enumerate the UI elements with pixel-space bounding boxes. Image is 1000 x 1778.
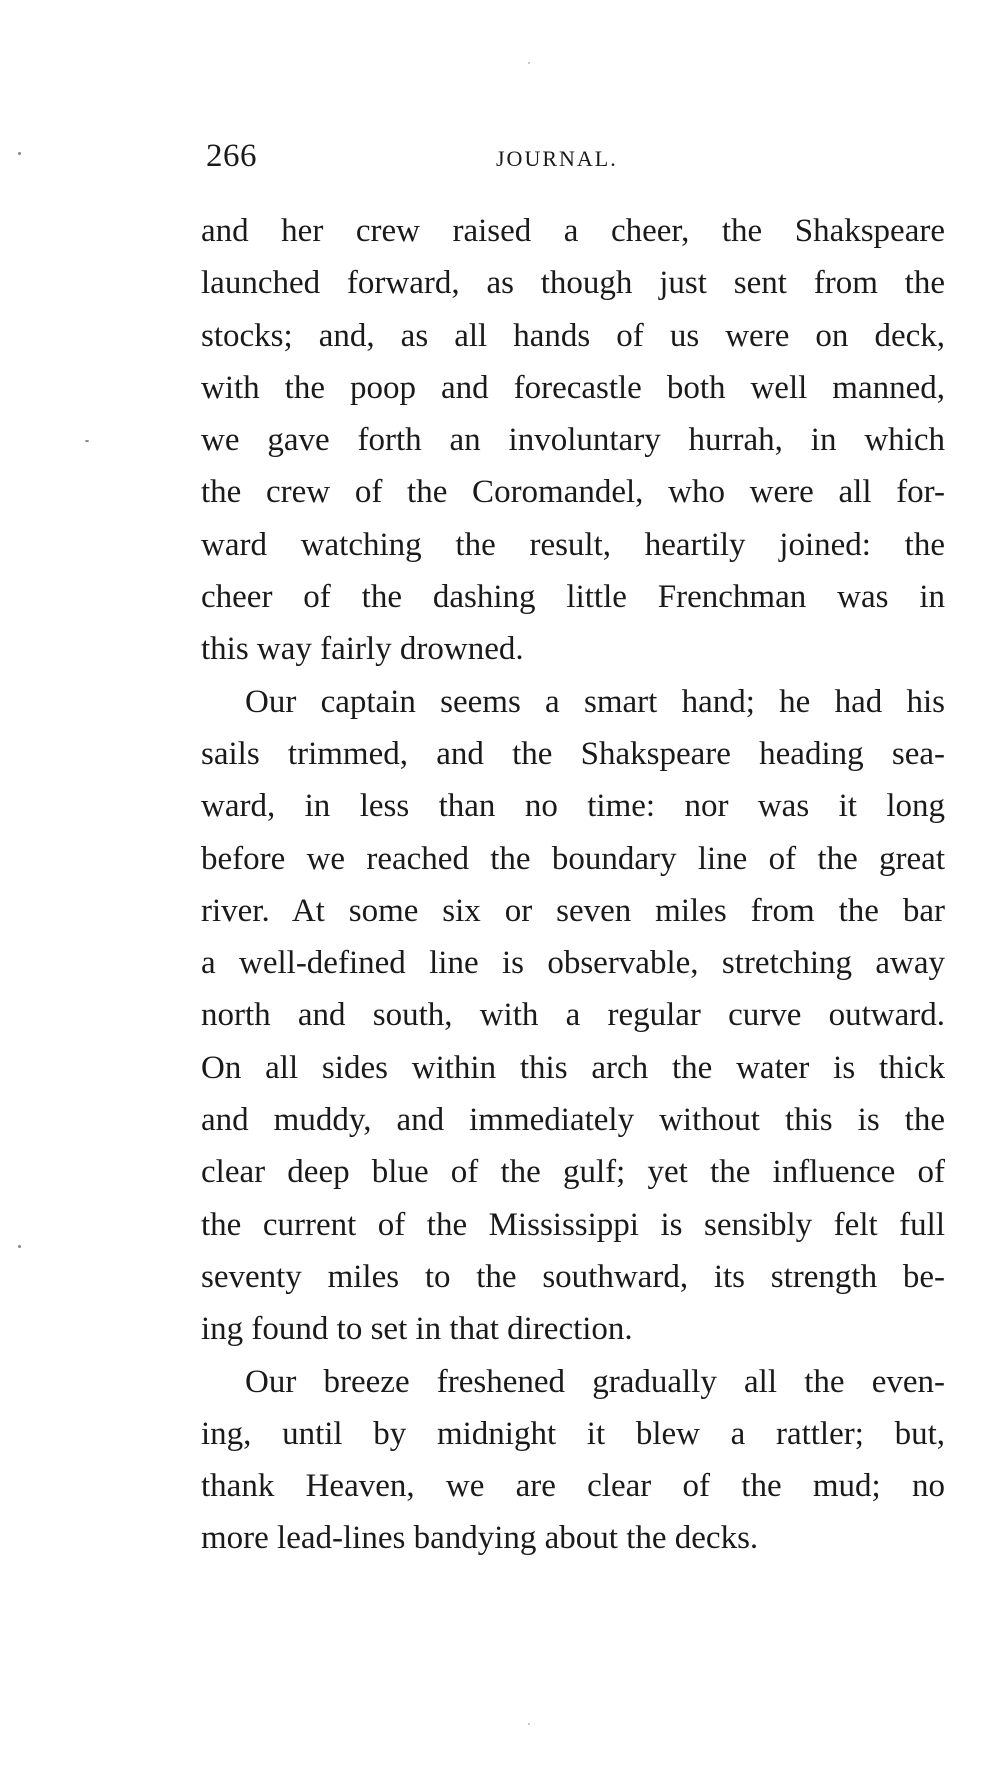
text-line: ward watching the result, heartily joined: the bbox=[201, 526, 945, 563]
text-line: with the poop and forecastle both well manned, bbox=[201, 369, 945, 406]
text-line: river. At some six or seven miles from the bar bbox=[201, 892, 945, 929]
paragraph-3 bbox=[201, 1356, 945, 1565]
text-line: Our breeze freshened gradually all the even- bbox=[245, 1363, 945, 1400]
page-number: 266 bbox=[206, 138, 257, 174]
text-line: and muddy, and immediately without this is the bbox=[201, 1102, 945, 1139]
text-line: sails trimmed, and the Shakspeare heading sea- bbox=[201, 735, 945, 772]
text-line: On all sides within this arch the water is thick bbox=[201, 1049, 945, 1086]
text-line: north and south, with a regular curve outward. bbox=[201, 997, 945, 1034]
running-title: JOURNAL. bbox=[496, 146, 618, 171]
text-line: ing, until by midnight it blew a rattler; but, bbox=[201, 1415, 945, 1452]
paper-speck bbox=[18, 1245, 21, 1248]
text-line: and her crew raised a cheer, the Shakspeare bbox=[201, 213, 945, 249]
text-line: ing found to set in that direction. bbox=[201, 1311, 633, 1348]
text-line: the current of the Mississippi is sensibly felt full bbox=[201, 1206, 945, 1243]
paragraph-2 bbox=[201, 676, 945, 1356]
paragraph-1 bbox=[201, 205, 945, 676]
running-head bbox=[206, 138, 946, 188]
text-line: cheer of the dashing little Frenchman was in bbox=[201, 579, 945, 616]
paper-speck bbox=[85, 440, 89, 442]
text-line: more lead-lines bandying about the decks. bbox=[201, 1520, 759, 1557]
text-line: a well-defined line is observable, stretching away bbox=[201, 945, 945, 982]
paper-speck bbox=[528, 1723, 530, 1725]
text-line: clear deep blue of the gulf; yet the influence of bbox=[201, 1154, 945, 1191]
text-line: ward, in less than no time: nor was it long bbox=[201, 788, 945, 825]
text-line: seventy miles to the southward, its strength be- bbox=[201, 1258, 945, 1295]
text-line: thank Heaven, we are clear of the mud; no bbox=[201, 1468, 945, 1505]
paper-speck bbox=[528, 62, 530, 64]
text-line: stocks; and, as all hands of us were on deck, bbox=[201, 317, 945, 354]
text-line: Our captain seems a smart hand; he had his bbox=[245, 683, 945, 720]
text-line: the crew of the Coromandel, who were all for- bbox=[201, 474, 945, 511]
paper-speck bbox=[18, 152, 21, 155]
text-line: we gave forth an involuntary hurrah, in which bbox=[201, 422, 945, 459]
text-line: this way fairly drowned. bbox=[201, 631, 524, 668]
text-line: launched forward, as though just sent from the bbox=[201, 265, 945, 302]
text-line: before we reached the boundary line of the great bbox=[201, 840, 945, 877]
body-text bbox=[201, 205, 945, 1565]
